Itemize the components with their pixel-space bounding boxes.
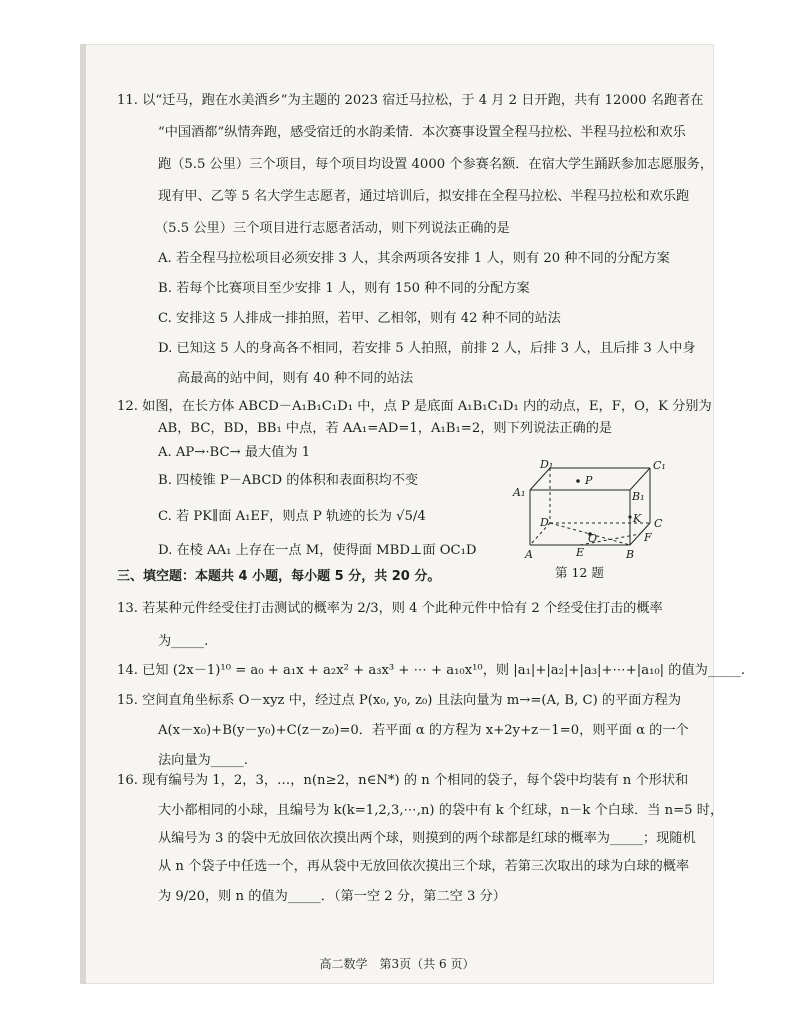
q11-option-d-cont: 高最高的站中间，则有 40 种不同的站法 bbox=[177, 371, 414, 386]
label-p: P bbox=[585, 474, 593, 487]
label-o: O bbox=[588, 532, 598, 545]
q16-line-4: 从 n 个袋子中任选一个，再从袋中无放回依次摸出三个球，若第三次取出的球为白球的概率 bbox=[158, 859, 690, 874]
q12-option-a: A. AP→·BC→ 最大值为 1 bbox=[158, 445, 311, 460]
q13-line-2: 为_____. bbox=[158, 634, 209, 649]
q11-option-b: B. 若每个比赛项目至少安排 1 人，则有 150 种不同的分配方案 bbox=[158, 281, 530, 296]
q12-line-1: 12. 如图，在长方体 ABCD－A₁B₁C₁D₁ 中，点 P 是底面 A₁B₁C₁D₁ 内的动点，E，F，O，K 分别为 bbox=[117, 399, 712, 414]
point-k bbox=[628, 515, 631, 518]
q11-line-1: 11. 以“迁马，跑在水美酒乡”为主题的 2023 宿迁马拉松，于 4 月 2 日开跑，共有 12000 名跑者在 bbox=[117, 93, 704, 108]
q15-line-1: 15. 空间直角坐标系 O－xyz 中，经过点 P(x₀, y₀, z₀) 且法向量为 m→=(A, B, C) 的平面方程为 bbox=[117, 693, 682, 708]
label-b1: B₁ bbox=[632, 490, 645, 503]
page-footer: 高二数学 第3页（共 6 页） bbox=[319, 957, 475, 971]
q12-option-b: B. 四棱锥 P－ABCD 的体积和表面积均不变 bbox=[158, 473, 419, 488]
q12-option-c: C. 若 PK∥面 A₁EF，则点 P 轨迹的长为 √5/4 bbox=[158, 509, 426, 524]
q16-line-1: 16. 现有编号为 1，2，3，…，n(n≥2，n∈N*) 的 n 个相同的袋子，每个袋中均装有 n 个形状和 bbox=[117, 773, 689, 788]
q15-line-3: 法向量为_____. bbox=[158, 753, 248, 768]
label-f: F bbox=[644, 531, 652, 544]
label-d: D bbox=[540, 516, 549, 529]
cuboid-figure bbox=[510, 460, 670, 560]
label-c1: C₁ bbox=[653, 460, 666, 472]
label-a: A bbox=[525, 548, 533, 560]
q16-line-2: 大小都相同的小球，且编号为 k(k=1,2,3,⋯,n) 的袋中有 k 个红球，n－k 个白球．当 n=5 时， bbox=[158, 803, 724, 818]
q11-line-4: 现有甲、乙等 5 名大学生志愿者，通过培训后，拟安排在全程马拉松、半程马拉松和欢乐跑 bbox=[158, 189, 690, 204]
q16-line-5: 为 9/20，则 n 的值为_____．（第一空 2 分，第二空 3 分） bbox=[158, 889, 506, 904]
q11-option-c: C. 安排这 5 人排成一排拍照，若甲、乙相邻，则有 42 种不同的站法 bbox=[158, 311, 561, 326]
q16-line-3: 从编号为 3 的袋中无放回依次摸出两个球，则摸到的两个球都是红球的概率为_____；现随机 bbox=[158, 831, 696, 846]
q13-line-1: 13. 若某种元件经受住打击测试的概率为 2/3，则 4 个此种元件中恰有 2 个经受住打击的概率 bbox=[117, 601, 663, 616]
q11-line-2: “中国酒都”纵情奔跑，感受宿迁的水韵柔情．本次赛事设置全程马拉松、半程马拉松和欢乐 bbox=[158, 125, 686, 140]
q14-line-1: 14. 已知 (2x－1)¹⁰ = a₀ + a₁x + a₂x² + a₃x³ + ⋯ + a₁₀x¹⁰，则 |a₁|+|a₂|+|a₃|+⋯+|a₁₀| 的值为_____. bbox=[117, 663, 746, 678]
q11-option-d: D. 已知这 5 人的身高各不相同，若安排 5 人拍照，前排 2 人，后排 3 人，且后排 3 人中身 bbox=[158, 341, 696, 356]
label-d1: D₁ bbox=[540, 460, 554, 471]
label-c: C bbox=[654, 517, 663, 530]
q12-line-2: AB，BC，BD，BB₁ 中点，若 AA₁=AD=1，A₁B₁=2，则下列说法正确的是 bbox=[158, 421, 613, 436]
label-b: B bbox=[626, 548, 635, 560]
label-a1: A₁ bbox=[513, 486, 526, 499]
q11-line-3: 跑（5.5 公里）三个项目，每个项目均设置 4000 个参赛名额．在宿大学生踊跃参加志愿服务， bbox=[158, 157, 714, 172]
q11-line-5: （5.5 公里）三个项目进行志愿者活动，则下列说法正确的是 bbox=[155, 221, 510, 236]
q12-option-d: D. 在棱 AA₁ 上存在一点 M，使得面 MBD⊥面 OC₁D bbox=[158, 543, 477, 558]
label-e: E bbox=[576, 546, 585, 559]
point-p bbox=[576, 479, 580, 483]
q15-line-2: A(x－x₀)+B(y－y₀)+C(z－z₀)=0．若平面 α 的方程为 x+2y+z－1=0，则平面 α 的一个 bbox=[158, 723, 689, 738]
paper-edge bbox=[80, 44, 86, 984]
figure-caption: 第 12 题 bbox=[555, 565, 604, 580]
section-3-heading: 三、填空题：本题共 4 小题，每小题 5 分，共 20 分。 bbox=[117, 569, 441, 584]
label-k: K bbox=[633, 512, 642, 525]
q11-option-a: A. 若全程马拉松项目必须安排 3 人，其余两项各安排 1 人，则有 20 种不同的分配方案 bbox=[158, 251, 670, 266]
